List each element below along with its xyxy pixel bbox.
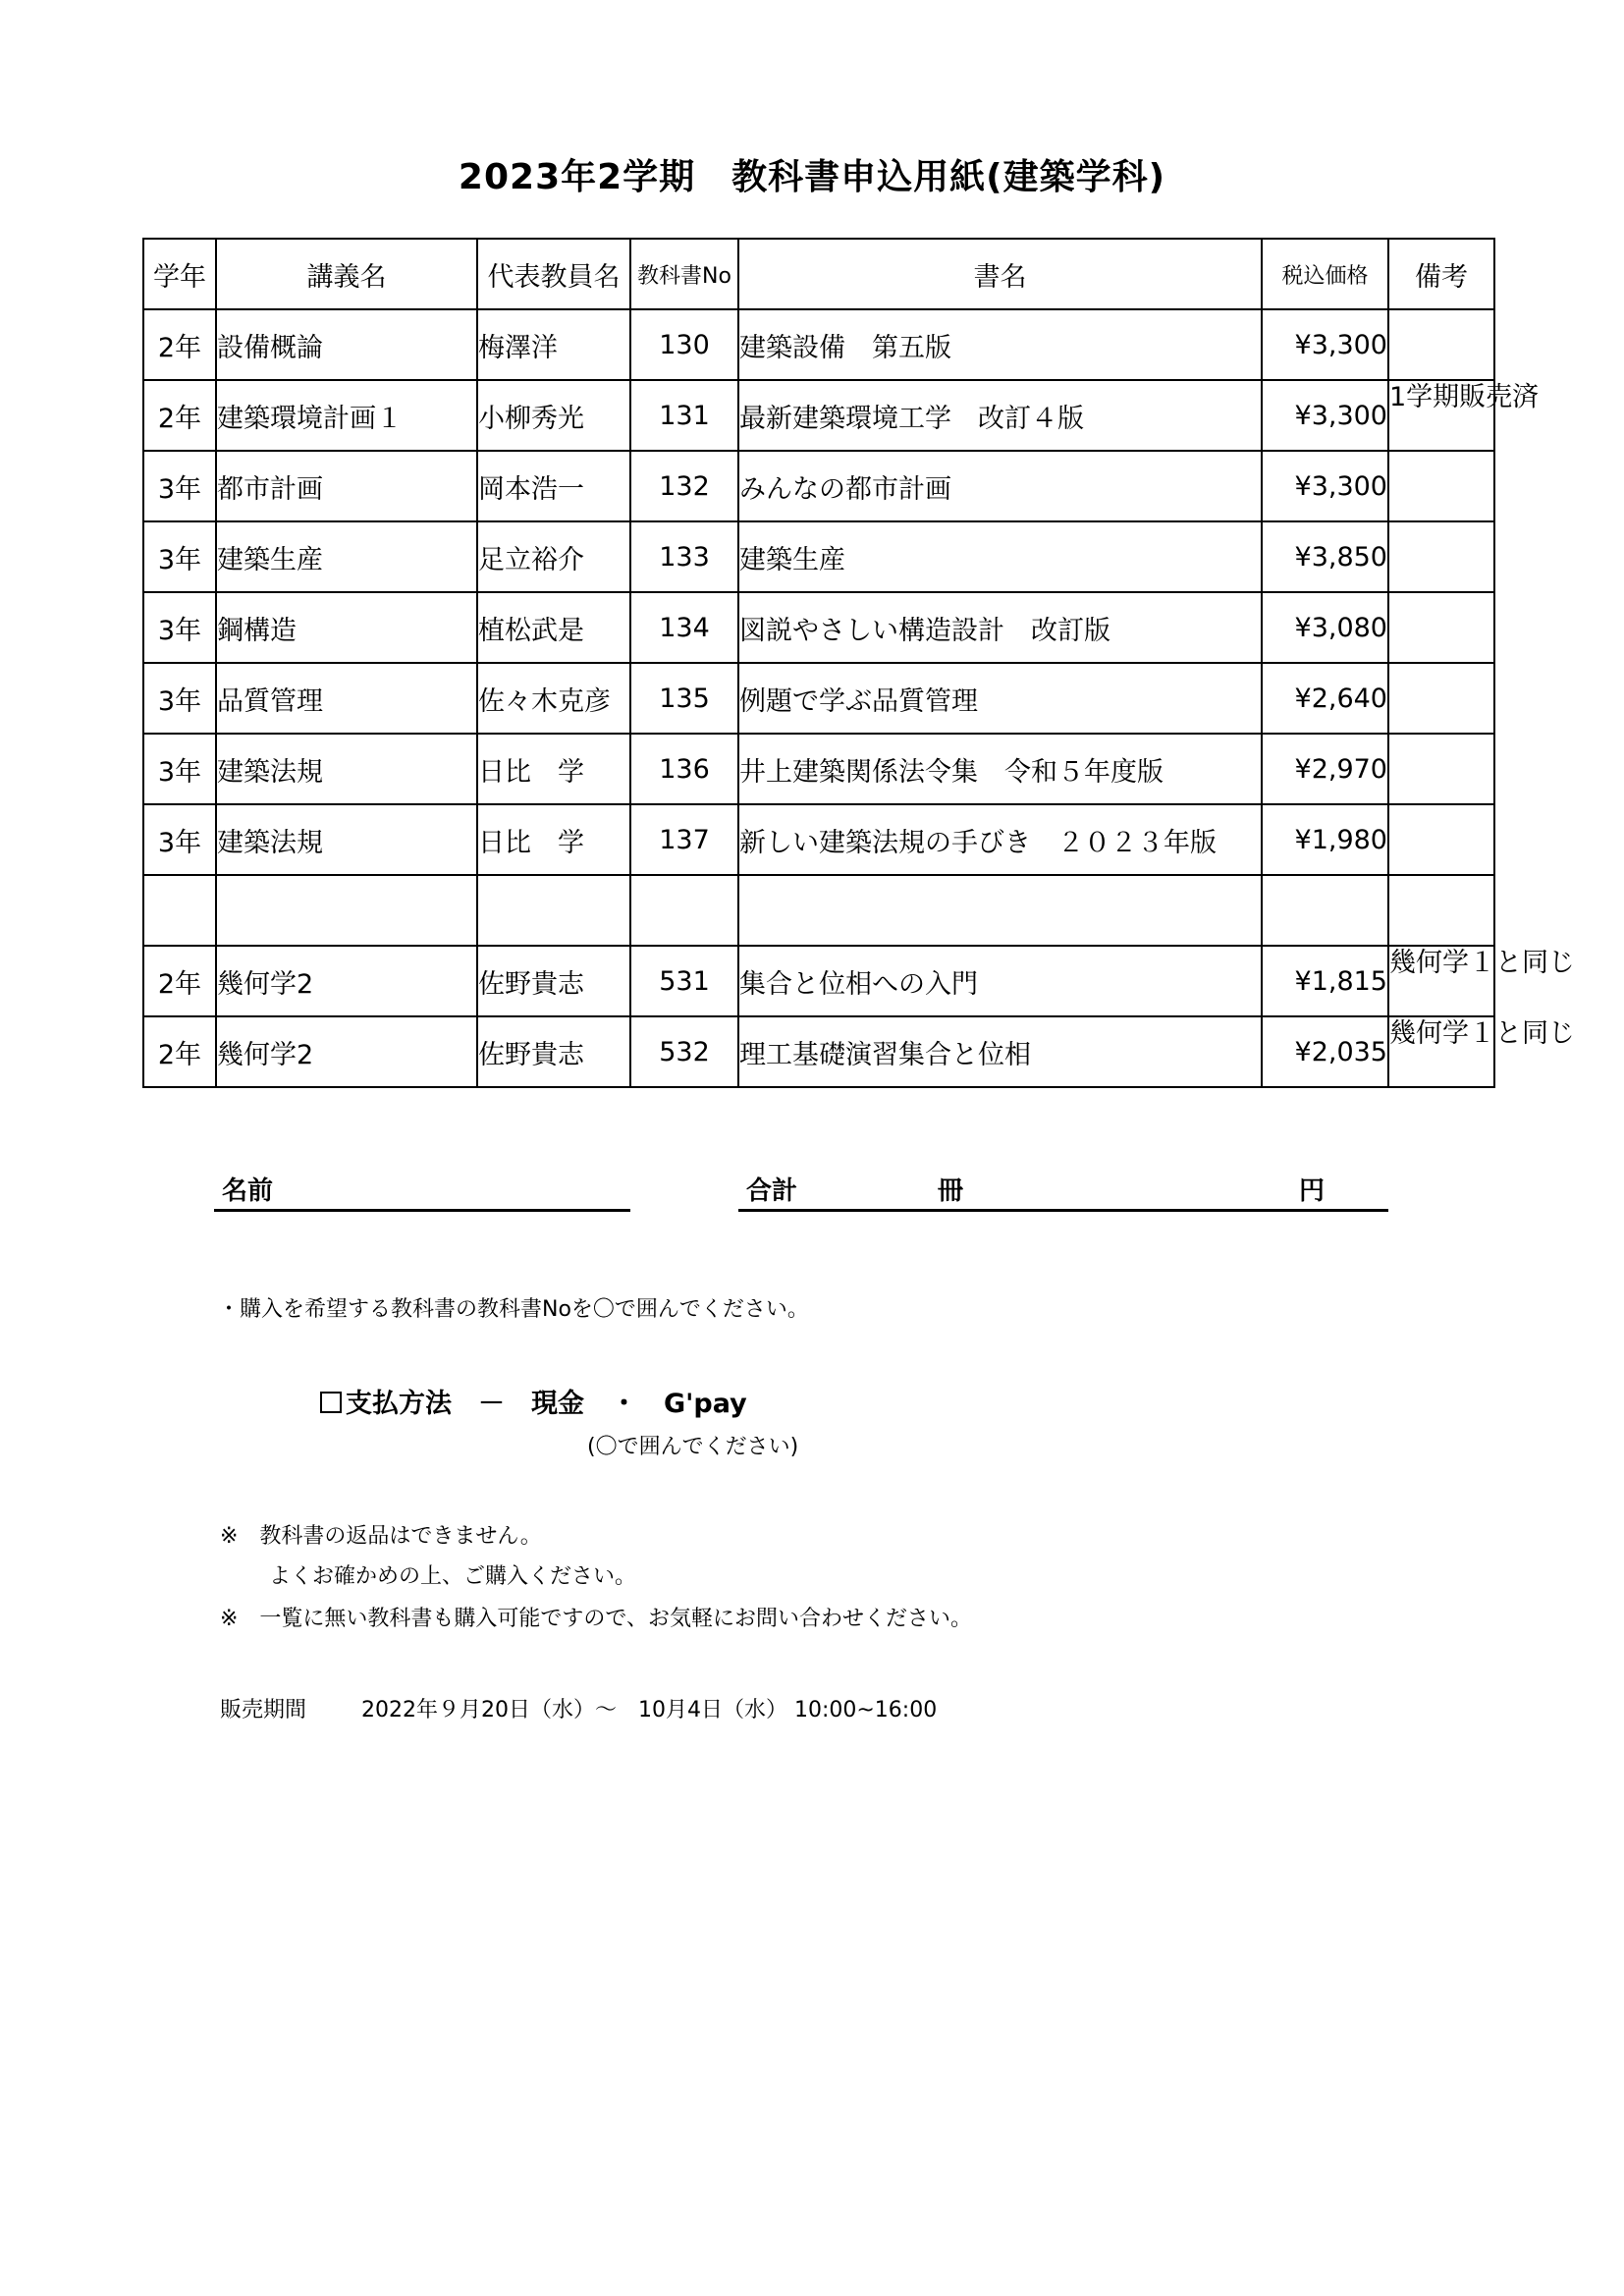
check-carefully-note: よくお確かめの上、ご購入ください。	[269, 1564, 637, 1589]
header-note: 備考	[1388, 239, 1494, 309]
cell-course: 都市計画	[216, 451, 477, 521]
cell-textbook-no: 532	[630, 1016, 738, 1087]
name-label: 名前	[222, 1176, 274, 1206]
header-price: 税込価格	[1262, 239, 1388, 309]
total-field-line[interactable]	[738, 1209, 1388, 1212]
no-return-note: ※ 教科書の返品はできません。	[220, 1524, 542, 1549]
cell-textbook-no: 134	[630, 592, 738, 663]
books-unit-label: 冊	[938, 1176, 964, 1206]
other-books-note: ※ 一覧に無い教科書も購入可能ですので、お気軽にお問い合わせください。	[220, 1607, 972, 1631]
cell-note	[1388, 875, 1494, 946]
yen-unit-label: 円	[1299, 1176, 1326, 1206]
cell-year: 3年	[143, 734, 216, 804]
cell-book-title: 図説やさしい構造設計 改訂版	[738, 592, 1262, 663]
cell-book-title: 新しい建築法規の手びき ２０２３年版	[738, 804, 1262, 875]
textbook-table	[142, 238, 1575, 1088]
cell-teacher: 日比 学	[477, 734, 630, 804]
cell-book-title: みんなの都市計画	[738, 451, 1262, 521]
cell-price: ¥2,970	[1262, 734, 1388, 804]
cell-teacher: 小柳秀光	[477, 380, 630, 451]
cell-price: ¥3,300	[1262, 451, 1388, 521]
table-row	[143, 804, 1494, 875]
payment-instruction: (〇で囲んでください)	[587, 1435, 799, 1459]
table-row	[143, 734, 1494, 804]
circle-instruction: ・購入を希望する教科書の教科書Noを〇で囲んでください。	[218, 1297, 809, 1322]
cell-textbook-no: 137	[630, 804, 738, 875]
table-row	[143, 451, 1494, 521]
cell-note	[1388, 734, 1494, 804]
payment-checkbox[interactable]	[320, 1392, 342, 1413]
payment-method-label: 支払方法 － 現金 ・ G'pay	[346, 1389, 747, 1419]
cell-book-title: 最新建築環境工学 改訂４版	[738, 380, 1262, 451]
table-row	[143, 309, 1494, 380]
cell-year: 3年	[143, 663, 216, 734]
cell-year: 3年	[143, 592, 216, 663]
cell-teacher	[477, 875, 630, 946]
cell-course: 幾何学2	[216, 1016, 477, 1087]
cell-price: ¥2,640	[1262, 663, 1388, 734]
cell-teacher: 足立裕介	[477, 521, 630, 592]
cell-teacher: 植松武是	[477, 592, 630, 663]
table-row	[143, 521, 1494, 592]
table-row	[143, 946, 1494, 1016]
cell-price: ¥3,300	[1262, 309, 1388, 380]
cell-year: 2年	[143, 1016, 216, 1087]
cell-textbook-no: 136	[630, 734, 738, 804]
cell-teacher: 佐野貴志	[477, 946, 630, 1016]
cell-course: 品質管理	[216, 663, 477, 734]
cell-year: 3年	[143, 451, 216, 521]
cell-year: 3年	[143, 804, 216, 875]
cell-price: ¥1,815	[1262, 946, 1388, 1016]
cell-note: 1学期販売済	[1388, 380, 1494, 451]
cell-course: 設備概論	[216, 309, 477, 380]
cell-course: 建築生産	[216, 521, 477, 592]
sale-period-value: 2022年９月20日（水）～ 10月4日（水） 10:00~16:00	[361, 1698, 938, 1722]
cell-book-title: 例題で学ぶ品質管理	[738, 663, 1262, 734]
table-row	[143, 1016, 1494, 1087]
cell-textbook-no: 130	[630, 309, 738, 380]
cell-year: 2年	[143, 380, 216, 451]
table-row	[143, 592, 1494, 663]
cell-note	[1388, 451, 1494, 521]
cell-book-title: 集合と位相への入門	[738, 946, 1262, 1016]
sale-period-label: 販売期間	[220, 1698, 307, 1722]
cell-price: ¥3,850	[1262, 521, 1388, 592]
cell-textbook-no: 133	[630, 521, 738, 592]
cell-textbook-no	[630, 875, 738, 946]
cell-textbook-no: 531	[630, 946, 738, 1016]
cell-textbook-no: 135	[630, 663, 738, 734]
table-row	[143, 663, 1494, 734]
cell-teacher: 佐々木克彦	[477, 663, 630, 734]
cell-teacher: 佐野貴志	[477, 1016, 630, 1087]
cell-price	[1262, 875, 1388, 946]
cell-note	[1388, 521, 1494, 592]
cell-course	[216, 875, 477, 946]
cell-note: 幾何学１と同じ	[1388, 946, 1494, 1016]
cell-book-title: 井上建築関係法令集 令和５年度版	[738, 734, 1262, 804]
cell-book-title: 建築生産	[738, 521, 1262, 592]
cell-book-title: 建築設備 第五版	[738, 309, 1262, 380]
header-course: 講義名	[216, 239, 477, 309]
cell-teacher: 梅澤洋	[477, 309, 630, 380]
cell-course: 建築環境計画１	[216, 380, 477, 451]
cell-course: 建築法規	[216, 804, 477, 875]
cell-year: 3年	[143, 521, 216, 592]
cell-note	[1388, 663, 1494, 734]
cell-note	[1388, 804, 1494, 875]
payment-method	[320, 1382, 747, 1420]
header-textbook-no: 教科書No	[630, 239, 738, 309]
cell-book-title: 理工基礎演習集合と位相	[738, 1016, 1262, 1087]
header-teacher: 代表教員名	[477, 239, 630, 309]
table-row-empty	[143, 875, 1494, 946]
header-book-title: 書名	[738, 239, 1262, 309]
cell-note: 幾何学１と同じ	[1388, 1016, 1494, 1087]
cell-note	[1388, 309, 1494, 380]
cell-book-title	[738, 875, 1262, 946]
cell-textbook-no: 131	[630, 380, 738, 451]
cell-price: ¥1,980	[1262, 804, 1388, 875]
page-title: 2023年2学期 教科書申込用紙(建築学科)	[458, 157, 1166, 197]
cell-year: 2年	[143, 309, 216, 380]
table-row	[143, 380, 1494, 451]
total-label: 合計	[746, 1176, 798, 1206]
cell-textbook-no: 132	[630, 451, 738, 521]
cell-course: 鋼構造	[216, 592, 477, 663]
cell-note	[1388, 592, 1494, 663]
cell-course: 建築法規	[216, 734, 477, 804]
cell-year	[143, 875, 216, 946]
cell-price: ¥2,035	[1262, 1016, 1388, 1087]
header-year: 学年	[143, 239, 216, 309]
cell-course: 幾何学2	[216, 946, 477, 1016]
cell-price: ¥3,300	[1262, 380, 1388, 451]
cell-year: 2年	[143, 946, 216, 1016]
name-field-line[interactable]	[214, 1209, 630, 1212]
cell-teacher: 日比 学	[477, 804, 630, 875]
cell-teacher: 岡本浩一	[477, 451, 630, 521]
cell-price: ¥3,080	[1262, 592, 1388, 663]
table-header-row	[143, 239, 1494, 309]
